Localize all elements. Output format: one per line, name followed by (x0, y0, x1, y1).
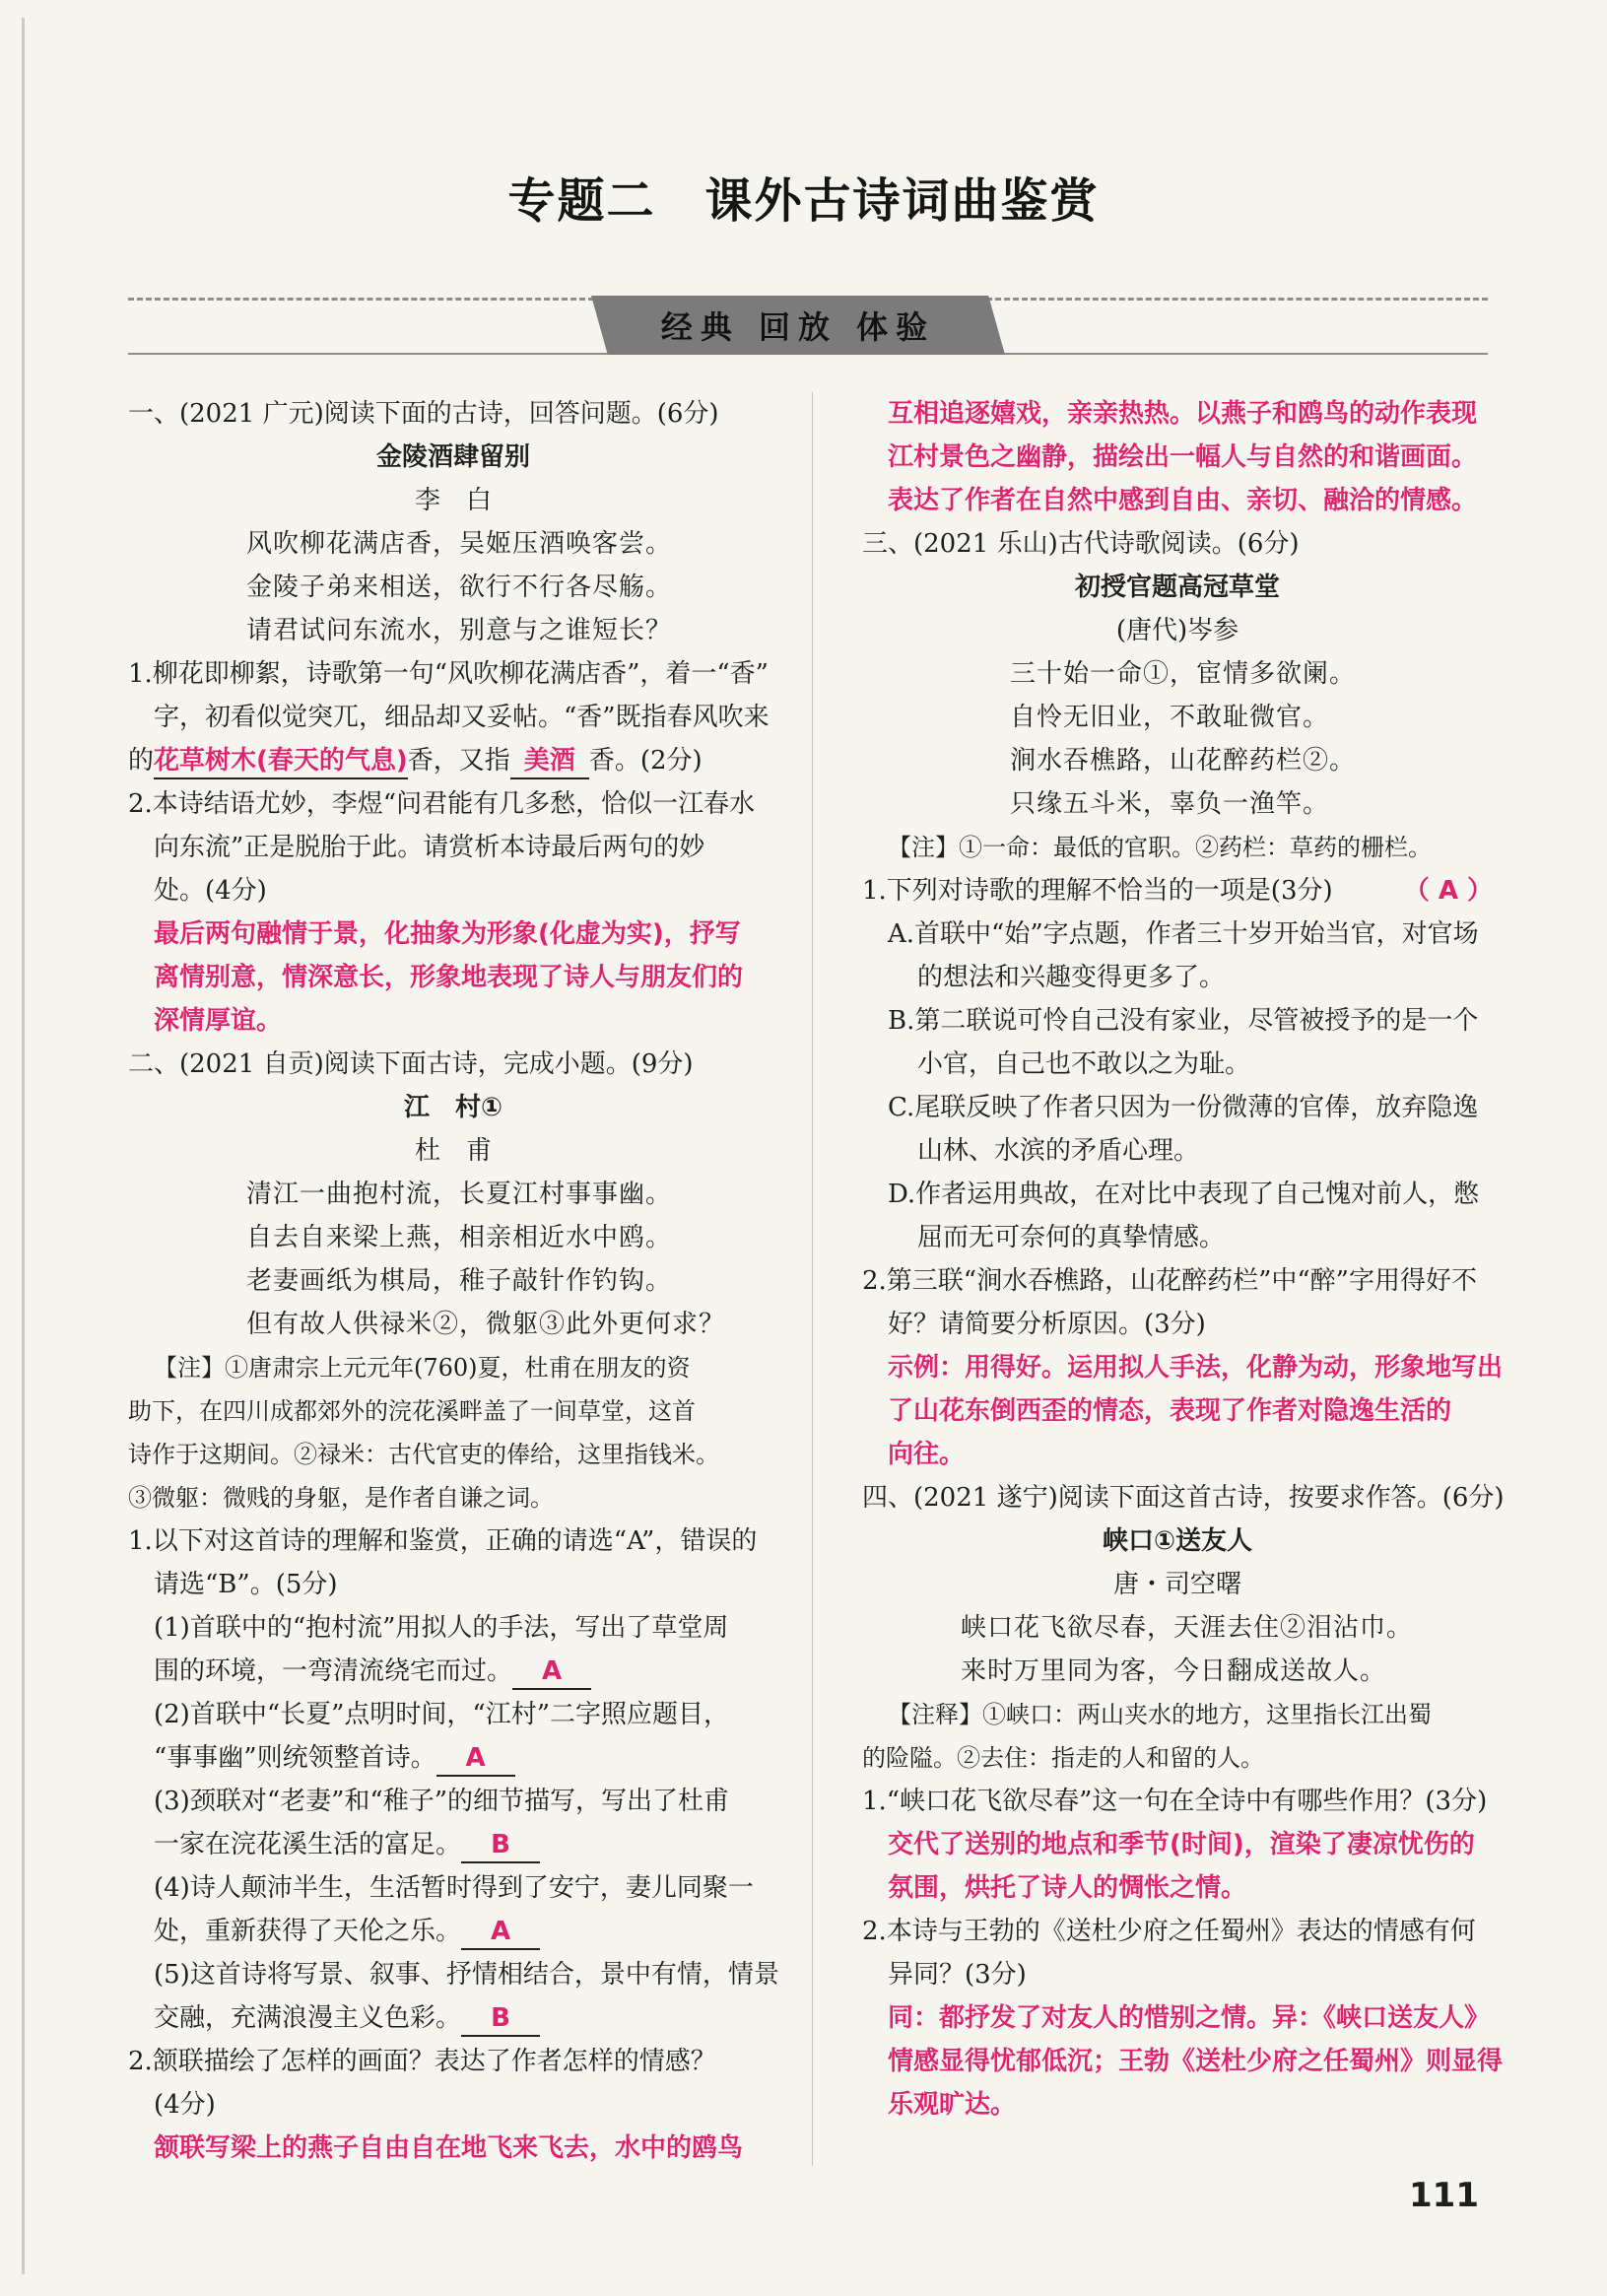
text-line: 字，初看似觉突兀，细品却又妥帖。“香”既指春风吹来 (154, 703, 770, 732)
right-column (862, 392, 1505, 2127)
answer-line: 示例：用得好。运用拟人手法，化静为动，形象地写出 (888, 1353, 1504, 1383)
answer-line: 情感显得忧郁低沉；王勃《送杜少府之任蜀州》则显得 (888, 2047, 1504, 2076)
text-line: 三十始一命①，宦情多欲阑。 (1010, 659, 1357, 689)
text-line: D.作者运用典故，在对比中表现了自己愧对前人，憋 (888, 1180, 1480, 1209)
text-segment: 香。(2分) (588, 746, 703, 776)
answer-blank: 美酒 (510, 744, 589, 779)
text-line: (唐代)岑参 (1115, 616, 1239, 645)
text-line: 自去自来梁上燕，相亲相近水中鸥。 (246, 1223, 673, 1252)
text-line: 1.“峡口花飞欲尽春”这一句在全诗中有哪些作用？(3分) (862, 1787, 1488, 1816)
text-line-with-blank (128, 1996, 778, 2040)
text-line: ③微躯：微贱的身躯，是作者自谦之词。 (128, 1484, 554, 1512)
text-line: 来时万里同为客，今日翻成送故人。 (961, 1656, 1387, 1686)
text-line-with-blank (128, 1823, 778, 1866)
text-line: 但有故人供禄米②，微躯③此外更何求？ (246, 1310, 726, 1339)
text-line: 【注】①唐肃宗上元元年(760)夏，杜甫在朋友的资 (154, 1354, 691, 1382)
text-line-with-blanks (128, 739, 778, 782)
text-segment: 围的环境，一弯清流绕宅而过。 (154, 1656, 513, 1686)
answer-line: 深情厚谊。 (154, 1006, 283, 1036)
text-line: 自怜无旧业，不敢耻微官。 (1010, 703, 1330, 732)
column-divider (812, 392, 813, 2166)
text-line: (4分) (154, 2090, 216, 2120)
text-line-with-blank (128, 1910, 778, 1953)
text-line: 杜 甫 (414, 1136, 492, 1166)
text-line: 向东流”正是脱胎于此。请赏析本诗最后两句的妙 (154, 833, 705, 862)
text-segment: 香，又指 (407, 746, 510, 776)
text-line: 助下，在四川成都郊外的浣花溪畔盖了一间草堂，这首 (128, 1397, 696, 1425)
text-line: 【注释】①峡口：两山夹水的地方，这里指长江出蜀 (888, 1701, 1432, 1728)
text-line: 初授官题高冠草堂 (1074, 573, 1280, 602)
page-edge (22, 18, 25, 2274)
text-line-with-blank (128, 1736, 778, 1780)
text-line: 2.本诗结语尤妙，李煜“问君能有几多愁，恰似一江春水 (128, 789, 756, 819)
text-line: C.尾联反映了作者只因为一份微薄的官俸，放弃隐逸 (888, 1093, 1479, 1122)
text-line: 金陵子弟来相送，欲行不行各尽觞。 (246, 573, 673, 602)
text-line: 清江一曲抱村流，长夏江村事事幽。 (246, 1180, 673, 1209)
answer-line: 离情别意，情深意长，形象地表现了诗人与朋友们的 (154, 963, 744, 992)
text-line: (2)首联中“长夏”点明时间，“江村”二字照应题目， (154, 1700, 729, 1729)
text-line: 小官，自己也不敢以之为耻。 (917, 1049, 1251, 1079)
answer-blank: B (461, 1828, 540, 1863)
answer-blank: A (436, 1741, 515, 1777)
answer-line: 表达了作者在自然中感到自由、亲切、融洽的情感。 (888, 486, 1478, 515)
text-line: (3)颈联对“老妻”和“稚子”的细节描写，写出了杜甫 (154, 1787, 729, 1816)
text-line: 峡口花飞欲尽春，天涯去住②泪沾巾。 (961, 1613, 1414, 1643)
text-line: 李 白 (414, 486, 492, 515)
text-line: 2.第三联“涧水吞樵路，山花醉药栏”中“醉”字用得好不 (862, 1266, 1477, 1296)
text-line: 异同？(3分) (888, 1960, 1027, 1990)
question-text: 1.下列对诗歌的理解不恰当的一项是(3分) (862, 876, 1333, 906)
answer-line: 最后两句融情于景，化抽象为形象(化虚为实)，抒写 (154, 919, 741, 949)
text-line: A.首联中“始”字点题，作者三十岁开始当官，对官场 (888, 919, 1479, 949)
text-line: 三、(2021 乐山)古代诗歌阅读。(6分) (862, 529, 1300, 559)
text-line: 二、(2021 自贡)阅读下面古诗，完成小题。(9分) (128, 1049, 694, 1079)
answer-choice: （ A ） (1403, 876, 1493, 906)
text-line: 1.柳花即柳絮，诗歌第一句“风吹柳花满店香”，着一“香” (128, 659, 769, 689)
text-line: 处。(4分) (154, 876, 267, 906)
answer-line: 同：都抒发了对友人的惜别之情。异：《峡口送友人》 (888, 2003, 1491, 2033)
page-number: 111 (1409, 2176, 1479, 2215)
section-banner-text: 经典 回放 体验 (660, 308, 936, 346)
text-line: 四、(2021 遂宁)阅读下面这首古诗，按要求作答。(6分) (862, 1483, 1505, 1513)
text-segment: 处，重新获得了天伦之乐。 (154, 1917, 462, 1946)
text-line: (4)诗人颠沛半生，生活暂时得到了安宁，妻儿同聚一 (154, 1873, 754, 1903)
text-segment: 交融，充满浪漫主义色彩。 (154, 2003, 462, 2033)
text-segment: 一家在浣花溪生活的富足。 (154, 1830, 462, 1859)
answer-blank: A (461, 1915, 540, 1950)
text-segment: 的 (128, 746, 155, 776)
answer-line: 向往。 (888, 1440, 966, 1469)
text-segment: “事事幽”则统领整首诗。 (154, 1743, 436, 1773)
text-line: (5)这首诗将写景、叙事、抒情相结合，景中有情，情景 (154, 1960, 779, 1990)
text-line: 的险隘。②去住：指走的人和留的人。 (862, 1744, 1264, 1772)
text-line: 好？请简要分析原因。(3分) (888, 1310, 1206, 1339)
page-title: 专题二 课外古诗词曲鉴赏 (507, 173, 1100, 229)
text-line: 老妻画纸为棋局，稚子敲针作钓钩。 (246, 1266, 673, 1296)
text-line: 1.以下对这首诗的理解和鉴赏，正确的请选“A”，错误的 (128, 1526, 758, 1556)
answer-blank: B (461, 2001, 540, 2037)
left-column (128, 392, 778, 2170)
text-line: 风吹柳花满店香，吴姬压酒唤客尝。 (246, 529, 673, 559)
text-line: 2.颔联描绘了怎样的画面？表达了作者怎样的情感？ (128, 2047, 716, 2076)
answer-line: 乐观旷达。 (888, 2090, 1017, 2120)
answer-line: 了山花东倒西歪的情态，表现了作者对隐逸生活的 (888, 1396, 1452, 1426)
question-line (862, 869, 1493, 912)
text-line-with-blank (128, 1650, 778, 1693)
text-line: 只缘五斗米，辜负一渔竿。 (1010, 789, 1330, 819)
answer-blank: 花草树木(春天的气息) (154, 744, 408, 779)
text-line: 屈而无可奈何的真挚情感。 (917, 1223, 1226, 1252)
text-line: 江 村① (403, 1093, 502, 1122)
answer-line: 颔联写梁上的燕子自由自在地飞来飞去，水中的鸥鸟 (154, 2133, 744, 2163)
text-line: 山林、水滨的矛盾心理。 (917, 1136, 1200, 1166)
text-line: 请君试问东流水，别意与之谁短长？ (246, 616, 673, 645)
answer-line: 氛围，烘托了诗人的惆怅之情。 (888, 1873, 1247, 1903)
answer-line: 互相追逐嬉戏，亲亲热热。以燕子和鸥鸟的动作表现 (888, 399, 1478, 429)
text-line: 的想法和兴趣变得更多了。 (917, 963, 1226, 992)
text-line: 唐・司空曙 (1112, 1570, 1241, 1599)
answer-blank: A (512, 1654, 591, 1690)
text-line: B.第二联说可怜自己没有家业，尽管被授予的是一个 (888, 1006, 1479, 1036)
text-line: (1)首联中的“抱村流”用拟人的手法，写出了草堂周 (154, 1613, 729, 1643)
text-line: 峡口①送友人 (1102, 1526, 1252, 1556)
answer-line: 江村景色之幽静，描绘出一幅人与自然的和谐画面。 (888, 442, 1478, 472)
text-line: 【注】①一命：最低的官职。②药栏：草药的栅栏。 (888, 834, 1432, 861)
answer-line: 交代了送别的地点和季节(时间)，渲染了凄凉忧伤的 (888, 1830, 1475, 1859)
text-line: 涧水吞樵路，山花醉药栏②。 (1010, 746, 1357, 776)
text-line: 一、(2021 广元)阅读下面的古诗，回答问题。(6分) (128, 399, 719, 429)
text-line: 2.本诗与王勃的《送杜少府之任蜀州》表达的情感有何 (862, 1917, 1476, 1946)
text-line: 请选“B”。(5分) (154, 1570, 338, 1599)
text-line: 金陵酒肆留别 (375, 442, 530, 472)
text-line: 诗作于这期间。②禄米：古代官吏的俸给，这里指钱米。 (128, 1441, 719, 1468)
